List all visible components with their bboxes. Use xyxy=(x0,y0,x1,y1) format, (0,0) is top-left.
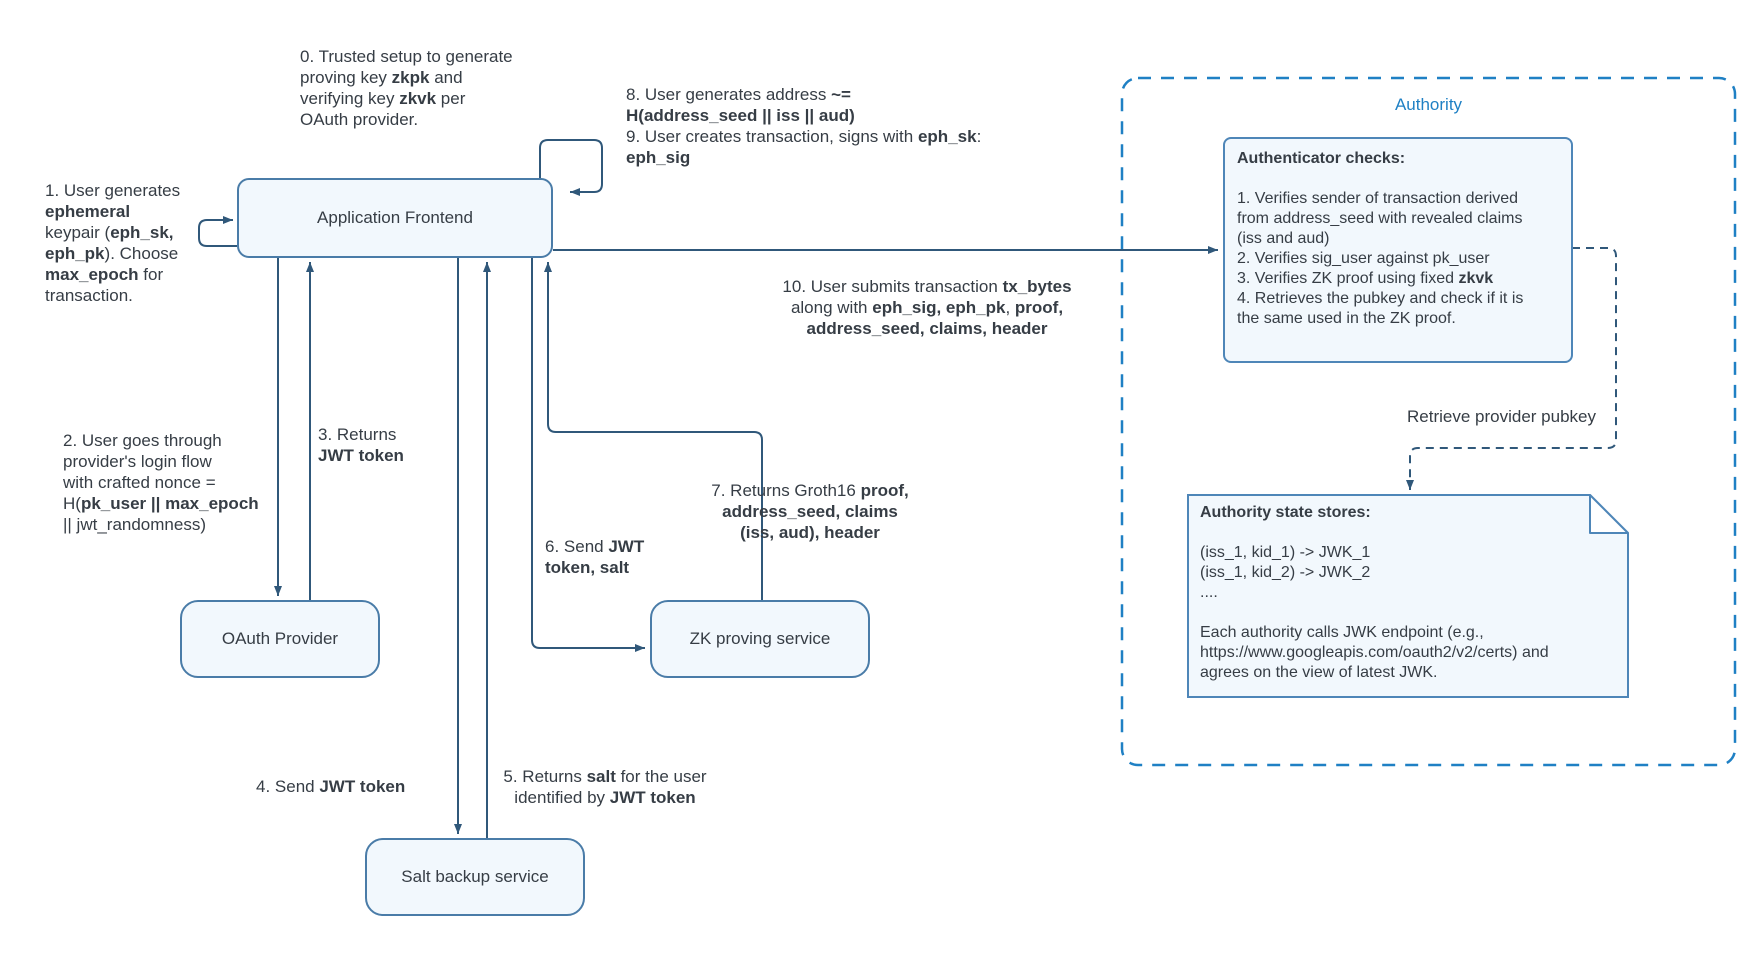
text-segment: agrees on the view of latest JWK. xyxy=(1200,664,1438,681)
text-segment: : xyxy=(976,127,982,146)
text-segment: Each authority calls JWK endpoint (e.g., xyxy=(1200,624,1484,641)
text-line xyxy=(45,201,180,222)
label-step-4-send-jwt xyxy=(256,776,405,797)
text-line xyxy=(1237,249,1559,269)
text-segment: proof, xyxy=(1014,298,1064,317)
text-line xyxy=(45,180,180,201)
text-line xyxy=(762,276,1092,297)
text-segment: OAuth provider. xyxy=(300,110,419,129)
node-oauth-provider-label: OAuth Provider xyxy=(221,629,339,648)
text-segment: || jwt_randomness) xyxy=(63,515,206,534)
text-line xyxy=(318,424,404,445)
text-segment: ). Choose xyxy=(104,244,179,263)
text-segment: eph_pk xyxy=(45,244,105,263)
text-line xyxy=(1237,289,1559,309)
text-line xyxy=(300,88,513,109)
label-step-5-returns-salt xyxy=(490,766,720,808)
text-line xyxy=(626,105,981,126)
text-segment: 1. User generates xyxy=(45,181,181,200)
text-segment: 5. Returns xyxy=(503,767,587,786)
text-line xyxy=(680,480,940,501)
text-line xyxy=(545,557,644,578)
text-segment: zkpk xyxy=(391,68,430,87)
text-segment: proof, xyxy=(860,481,909,500)
text-line xyxy=(1237,149,1559,169)
text-line xyxy=(318,445,404,466)
text-line xyxy=(63,472,259,493)
text-segment: transaction. xyxy=(45,286,133,305)
text-segment: 8. User generates address xyxy=(626,85,832,104)
label-step-3-returns-jwt xyxy=(318,424,404,466)
text-line xyxy=(1237,169,1559,189)
text-line xyxy=(256,776,405,797)
text-segment: along with xyxy=(790,298,873,317)
text-line xyxy=(762,318,1092,339)
text-segment: eph_sig xyxy=(626,148,691,167)
text-segment: 10. User submits transaction xyxy=(782,277,1003,296)
text-segment: .... xyxy=(1200,584,1218,601)
text-segment: (iss_1, kid_2) -> JWK_2 xyxy=(1200,564,1371,581)
text-line xyxy=(1200,583,1616,603)
node-zk-proving-service-label: ZK proving service xyxy=(689,629,831,648)
label-step-7-returns-proof xyxy=(680,480,940,543)
text-segment: and xyxy=(429,68,463,87)
text-segment: token, salt xyxy=(545,558,630,577)
text-line xyxy=(1237,309,1559,329)
label-steps-8-9-address-and-sign xyxy=(626,84,981,168)
text-segment: JWT token xyxy=(609,788,696,807)
text-line xyxy=(1237,229,1559,249)
text-line xyxy=(1200,543,1616,563)
text-line xyxy=(45,222,180,243)
text-segment: eph_sk, xyxy=(110,223,174,242)
text-line xyxy=(1237,189,1559,209)
text-line xyxy=(680,522,940,543)
text-segment: ephemeral xyxy=(45,202,131,221)
text-line xyxy=(300,46,513,67)
text-line xyxy=(1200,563,1616,583)
text-line xyxy=(45,264,180,285)
label-retrieve-provider-pubkey xyxy=(1396,406,1596,427)
text-segment: zkvk xyxy=(399,89,437,108)
authority-state-stores-note xyxy=(1200,503,1616,683)
text-line xyxy=(626,147,981,168)
text-line xyxy=(300,67,513,88)
text-segment: the same used in the ZK proof. xyxy=(1237,310,1456,327)
text-line xyxy=(1200,643,1616,663)
text-segment: for the user xyxy=(615,767,707,786)
text-line xyxy=(1200,603,1616,623)
text-line xyxy=(1237,269,1559,289)
text-segment: 2. Verifies sig_user against pk_user xyxy=(1237,250,1490,267)
authority-container-label: Authority xyxy=(1394,95,1463,114)
text-segment: 0. Trusted setup to generate xyxy=(300,47,513,66)
arrow-self-loop-generate-keypair xyxy=(199,220,237,246)
text-segment: zkvk xyxy=(1458,270,1494,287)
text-segment: Authenticator checks: xyxy=(1237,150,1406,167)
text-line xyxy=(1200,523,1616,543)
text-segment: JWT xyxy=(608,537,645,556)
text-line xyxy=(63,514,259,535)
text-segment: H(address_seed || iss || aud) xyxy=(626,106,855,125)
text-line xyxy=(63,451,259,472)
text-segment: 1. Verifies sender of transaction derived xyxy=(1237,190,1519,207)
text-line xyxy=(1396,406,1596,427)
text-segment: H( xyxy=(63,494,81,513)
text-segment: ~= xyxy=(831,85,851,104)
label-step-0-trusted-setup xyxy=(300,46,513,130)
text-segment: identified by xyxy=(514,788,610,807)
text-line xyxy=(1200,623,1616,643)
text-segment: keypair ( xyxy=(45,223,111,242)
text-segment: (iss and aud) xyxy=(1237,230,1330,247)
text-segment: 2. User goes through xyxy=(63,431,222,450)
text-segment: max_epoch xyxy=(45,265,139,284)
text-segment: address_seed, claims xyxy=(722,502,898,521)
label-step-1-generate-keypair xyxy=(45,180,180,306)
text-segment: (iss_1, kid_1) -> JWK_1 xyxy=(1200,544,1371,561)
node-salt-backup-service-label: Salt backup service xyxy=(401,867,549,886)
node-application-frontend xyxy=(237,178,553,258)
node-application-frontend-label: Application Frontend xyxy=(317,208,473,227)
node-salt-backup-service xyxy=(365,838,585,916)
text-segment: JWT token xyxy=(319,777,406,796)
text-line xyxy=(45,285,180,306)
text-segment: https://www.googleapis.com/oauth2/v2/certs) and xyxy=(1200,644,1549,661)
text-line xyxy=(300,109,513,130)
label-step-2-login-flow xyxy=(63,430,259,535)
text-line xyxy=(490,766,720,787)
text-segment: 4. Retrieves the pubkey and check if it is xyxy=(1237,290,1524,307)
text-line xyxy=(63,493,259,514)
text-segment: Authority state stores: xyxy=(1200,504,1371,521)
text-segment: 3. Verifies ZK proof using fixed xyxy=(1237,270,1459,287)
text-segment: , xyxy=(1005,298,1015,317)
text-segment: pk_user || max_epoch xyxy=(80,494,259,513)
text-segment: (iss, aud), header xyxy=(740,523,880,542)
text-segment: proving key xyxy=(300,68,392,87)
text-segment: from address_seed with revealed claims xyxy=(1237,210,1523,227)
text-line xyxy=(490,787,720,808)
text-line xyxy=(626,126,981,147)
text-segment: for xyxy=(138,265,164,284)
text-line xyxy=(63,430,259,451)
text-segment: 9. User creates transaction, signs with xyxy=(626,127,918,146)
text-line xyxy=(762,297,1092,318)
text-segment: 4. Send xyxy=(256,777,320,796)
text-segment: salt xyxy=(586,767,616,786)
authenticator-checks-panel xyxy=(1223,137,1573,363)
text-segment: JWT token xyxy=(318,446,404,465)
text-segment: Retrieve provider pubkey xyxy=(1407,407,1596,426)
text-segment: 7. Returns Groth16 xyxy=(711,481,861,500)
text-segment: eph_sig, eph_pk xyxy=(872,298,1006,317)
node-oauth-provider xyxy=(180,600,380,678)
text-segment: verifying key xyxy=(300,89,400,108)
text-line xyxy=(545,536,644,557)
text-segment: per xyxy=(436,89,466,108)
text-segment: with crafted nonce = xyxy=(63,473,216,492)
text-line xyxy=(1200,503,1616,523)
text-line xyxy=(45,243,180,264)
text-segment: eph_sk xyxy=(917,127,977,146)
label-step-10-submit-transaction xyxy=(762,276,1092,339)
text-segment: provider's login flow xyxy=(63,452,212,471)
text-segment: tx_bytes xyxy=(1002,277,1072,296)
text-line xyxy=(1200,663,1616,683)
text-line xyxy=(680,501,940,522)
text-line xyxy=(626,84,981,105)
text-line xyxy=(1237,209,1559,229)
text-segment: 6. Send xyxy=(545,537,609,556)
text-segment: address_seed, claims, header xyxy=(806,319,1048,338)
label-step-6-send-jwt-salt xyxy=(545,536,644,578)
node-zk-proving-service xyxy=(650,600,870,678)
text-segment: 3. Returns xyxy=(318,425,397,444)
